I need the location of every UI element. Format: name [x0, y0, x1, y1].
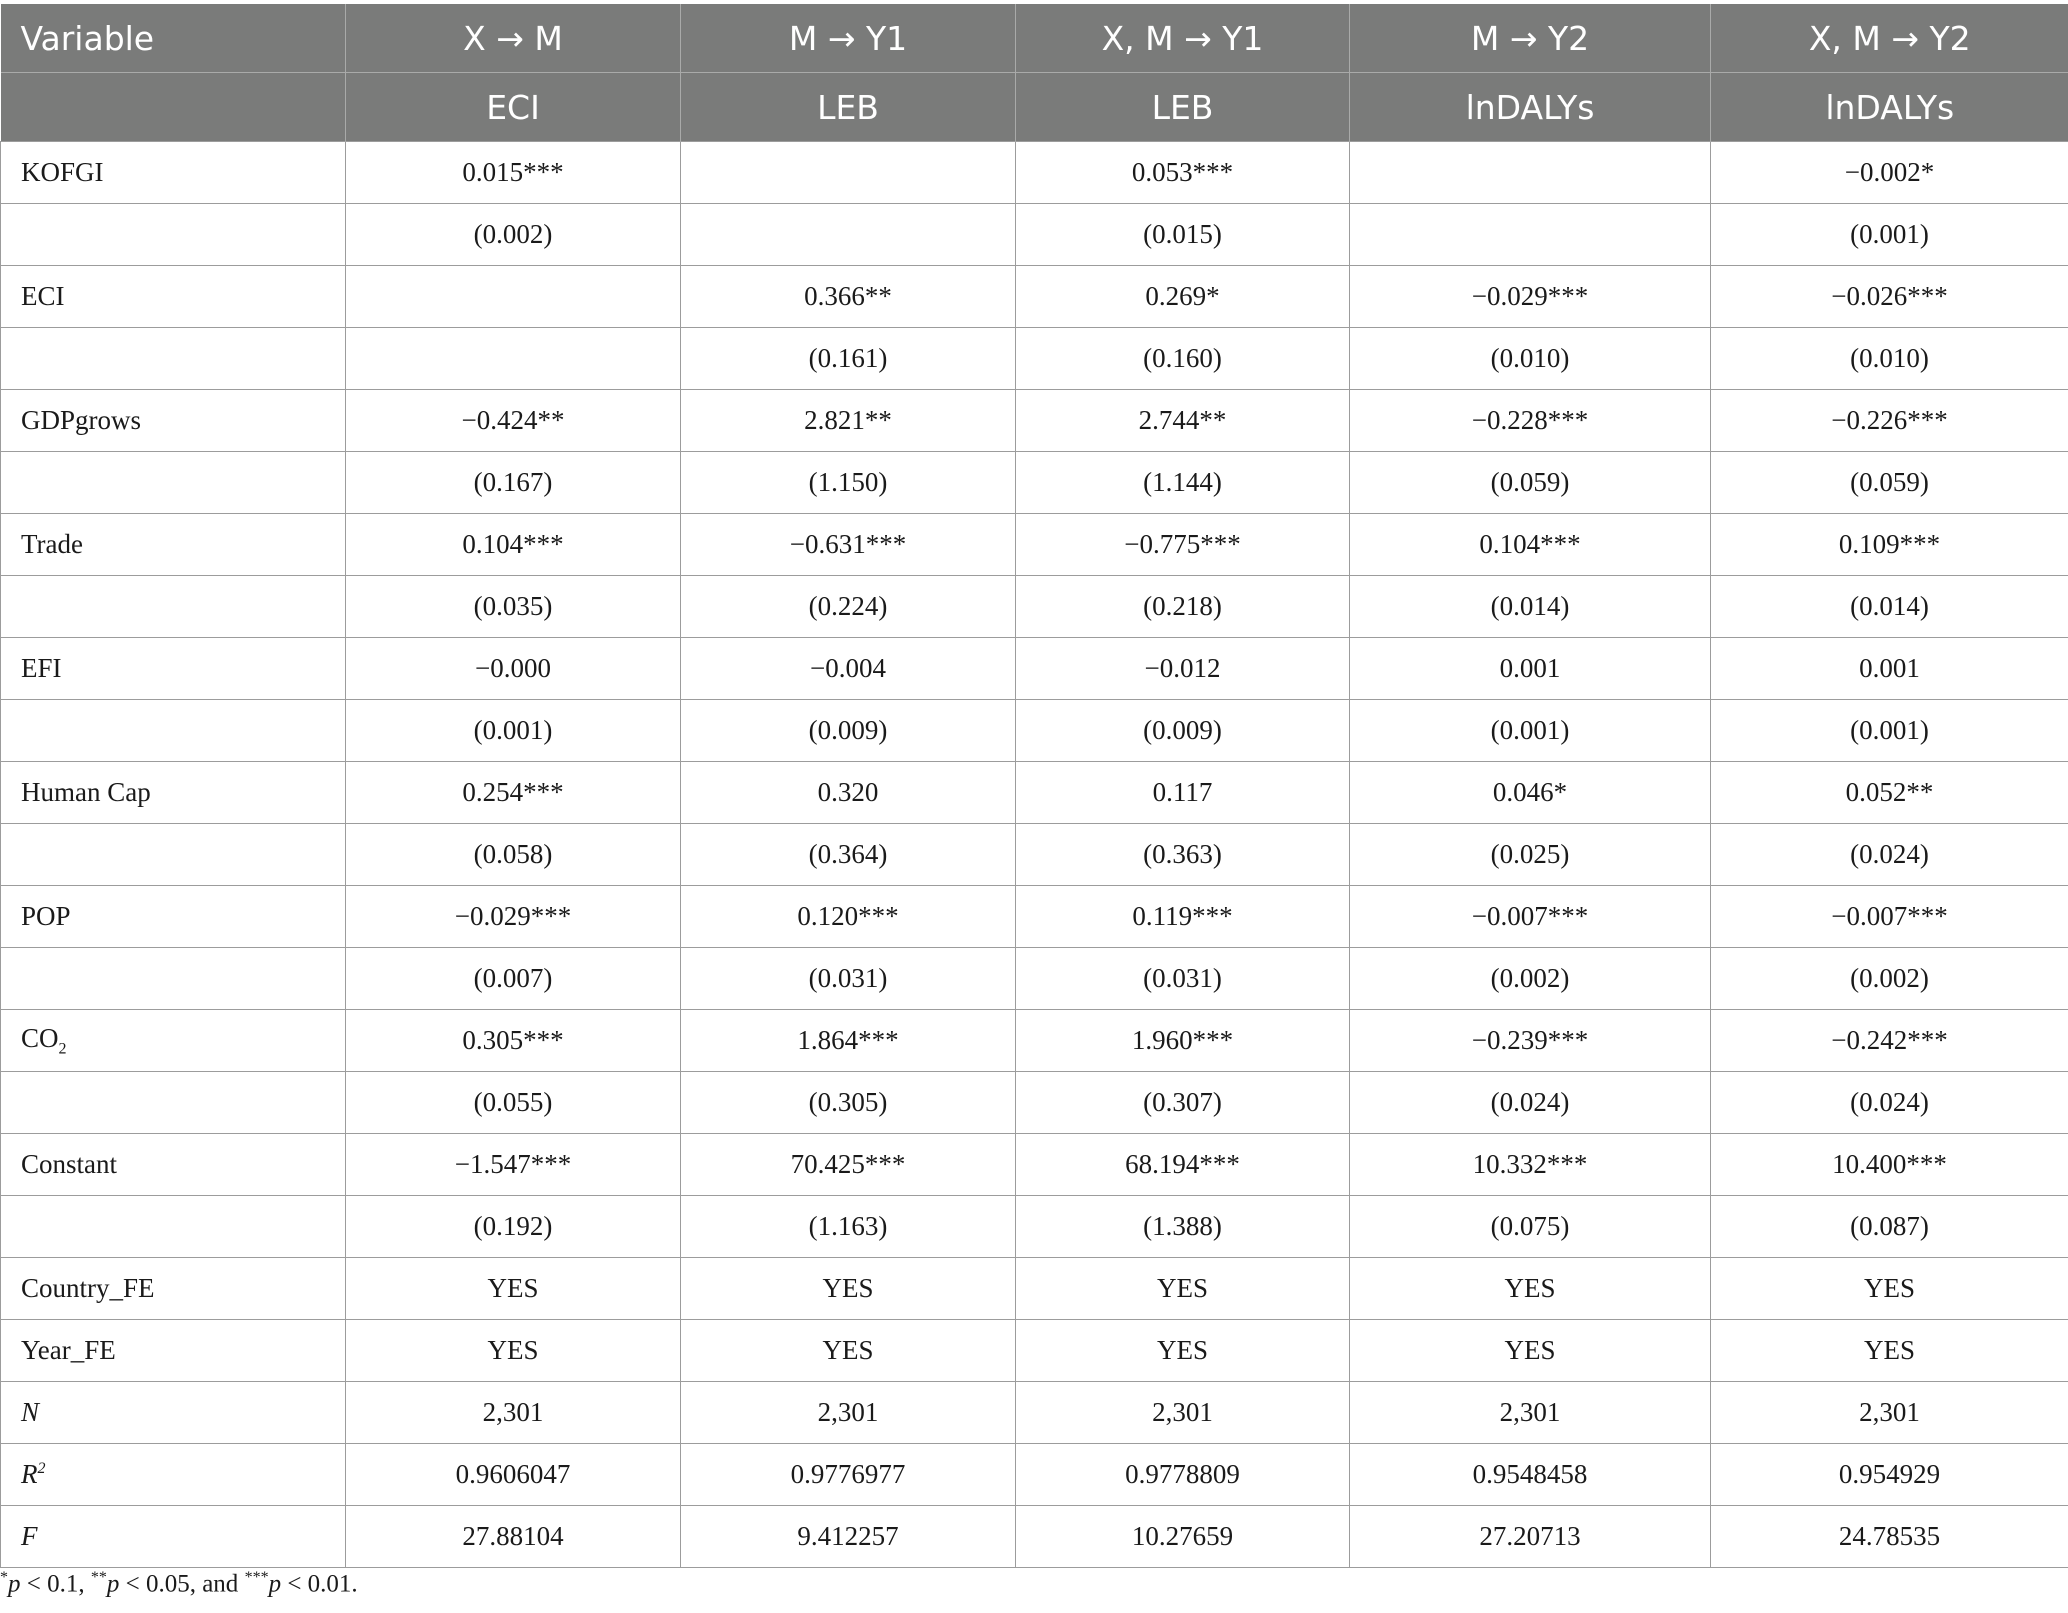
header-row-paths — [1, 4, 2068, 73]
table-cell: (1.388) — [1016, 1196, 1350, 1258]
row-label-text: Year_FE — [21, 1335, 116, 1365]
table-cell: 0.015*** — [346, 142, 681, 204]
row-label-subscript: 2 — [58, 1040, 67, 1058]
row-label-text: N — [21, 1397, 40, 1427]
table-cell: 0.366** — [681, 266, 1016, 328]
table-cell: YES — [1711, 1258, 2068, 1320]
table-cell: 0.120*** — [681, 886, 1016, 948]
table-cell: −0.004 — [681, 638, 1016, 700]
table-cell: (0.025) — [1350, 824, 1711, 886]
table-cell: (0.087) — [1711, 1196, 2068, 1258]
table-cell: −0.424** — [346, 390, 681, 452]
row-label-text: Human Cap — [21, 777, 151, 807]
row-label — [1, 1506, 346, 1568]
footnote-part: p — [268, 1570, 282, 1598]
table-cell: (0.363) — [1016, 824, 1350, 886]
table-cell: (0.001) — [1350, 700, 1711, 762]
row-label — [1, 1134, 346, 1196]
table-cell: (0.055) — [346, 1072, 681, 1134]
table-row — [1, 948, 2068, 1010]
table-row — [1, 1196, 2068, 1258]
table-cell: (0.035) — [346, 576, 681, 638]
table-cell: 0.109*** — [1711, 514, 2068, 576]
table-cell: (0.160) — [1016, 328, 1350, 390]
table-cell: 24.78535 — [1711, 1506, 2068, 1568]
table-cell — [681, 204, 1016, 266]
row-label — [1, 266, 346, 328]
header-variable: Variable — [1, 4, 346, 73]
table-cell: YES — [1711, 1320, 2068, 1382]
header-path: M → Y2 — [1350, 4, 1711, 73]
table-cell — [1350, 142, 1711, 204]
table-cell — [681, 142, 1016, 204]
table-row — [1, 514, 2068, 576]
table-cell: 10.400*** — [1711, 1134, 2068, 1196]
table-cell: (0.058) — [346, 824, 681, 886]
footnote-part: < 0.01. — [281, 1570, 358, 1598]
row-label-text: Constant — [21, 1149, 118, 1179]
table-cell: (0.059) — [1350, 452, 1711, 514]
table-cell: (0.307) — [1016, 1072, 1350, 1134]
table-cell: −0.226*** — [1711, 390, 2068, 452]
table-cell: 0.119*** — [1016, 886, 1350, 948]
table-cell: YES — [681, 1258, 1016, 1320]
table-cell: 1.960*** — [1016, 1010, 1350, 1072]
row-label — [1, 328, 346, 390]
row-label — [1, 576, 346, 638]
footnote-part: p — [8, 1570, 21, 1598]
table-cell: 0.254*** — [346, 762, 681, 824]
table-row — [1, 1010, 2068, 1072]
row-label — [1, 514, 346, 576]
table-cell: (0.075) — [1350, 1196, 1711, 1258]
row-label-text: ECI — [21, 281, 65, 311]
header-path: X, M → Y2 — [1711, 4, 2068, 73]
table-cell: 0.305*** — [346, 1010, 681, 1072]
row-label — [1, 390, 346, 452]
header-outcome: LEB — [681, 73, 1016, 142]
table-cell: −0.631*** — [681, 514, 1016, 576]
row-label-text: R — [21, 1459, 38, 1489]
table-row — [1, 824, 2068, 886]
row-label — [1, 1072, 346, 1134]
table-cell: (0.002) — [346, 204, 681, 266]
row-label — [1, 452, 346, 514]
table-row — [1, 1258, 2068, 1320]
table-row — [1, 328, 2068, 390]
table-cell: (0.024) — [1711, 1072, 2068, 1134]
footnote-part: * — [0, 1569, 8, 1586]
table-cell: 0.104*** — [1350, 514, 1711, 576]
table-cell: (0.015) — [1016, 204, 1350, 266]
row-label — [1, 638, 346, 700]
row-label-text: Country_FE — [21, 1273, 155, 1303]
table-cell — [346, 266, 681, 328]
table-row — [1, 1320, 2068, 1382]
table-cell: YES — [346, 1320, 681, 1382]
table-cell: 0.052** — [1711, 762, 2068, 824]
row-label — [1, 886, 346, 948]
table-cell: 2,301 — [1711, 1382, 2068, 1444]
table-cell: 0.9548458 — [1350, 1444, 1711, 1506]
table-row — [1, 266, 2068, 328]
header-outcome: ECI — [346, 73, 681, 142]
table-header — [1, 4, 2068, 142]
header-path: M → Y1 — [681, 4, 1016, 73]
table-cell: 0.9776977 — [681, 1444, 1016, 1506]
table-cell: (0.167) — [346, 452, 681, 514]
footnote-part: *** — [244, 1569, 269, 1586]
header-row-outcomes — [1, 73, 2068, 142]
row-label-superscript: 2 — [37, 1460, 46, 1477]
row-label — [1, 1444, 346, 1506]
table-cell — [346, 328, 681, 390]
row-label — [1, 1258, 346, 1320]
row-label — [1, 1010, 346, 1072]
table-cell: 9.412257 — [681, 1506, 1016, 1568]
table-cell: 0.104*** — [346, 514, 681, 576]
row-label — [1, 1382, 346, 1444]
row-label-text: KOFGI — [21, 157, 104, 187]
table-cell: (0.009) — [681, 700, 1016, 762]
header-outcome: LEB — [1016, 73, 1350, 142]
table-body — [1, 142, 2068, 1568]
table-cell: (0.024) — [1350, 1072, 1711, 1134]
row-label — [1, 824, 346, 886]
row-label-text: POP — [21, 901, 71, 931]
table-cell: 0.053*** — [1016, 142, 1350, 204]
table-row — [1, 1382, 2068, 1444]
header-path: X → M — [346, 4, 681, 73]
table-cell: 70.425*** — [681, 1134, 1016, 1196]
table-cell: (0.031) — [1016, 948, 1350, 1010]
table-row — [1, 1072, 2068, 1134]
footnote-part: ** — [90, 1569, 107, 1586]
table-cell: −0.029*** — [1350, 266, 1711, 328]
table-cell: (0.014) — [1711, 576, 2068, 638]
table-cell: −0.228*** — [1350, 390, 1711, 452]
table-cell: −0.000 — [346, 638, 681, 700]
table-cell: 0.320 — [681, 762, 1016, 824]
table-cell: 2.821** — [681, 390, 1016, 452]
table-cell: (0.218) — [1016, 576, 1350, 638]
row-label — [1, 1196, 346, 1258]
header-empty — [1, 73, 346, 142]
table-row — [1, 576, 2068, 638]
table-cell: 0.269* — [1016, 266, 1350, 328]
table-cell: 10.27659 — [1016, 1506, 1350, 1568]
table-row — [1, 452, 2068, 514]
table-cell: 27.20713 — [1350, 1506, 1711, 1568]
table-cell: (0.031) — [681, 948, 1016, 1010]
header-path: X, M → Y1 — [1016, 4, 1350, 73]
table-cell: (1.163) — [681, 1196, 1016, 1258]
table-cell: −0.029*** — [346, 886, 681, 948]
table-cell: 2,301 — [1016, 1382, 1350, 1444]
row-label-text: GDPgrows — [21, 405, 142, 435]
footnote-part: < 0.05, and — [119, 1570, 245, 1598]
table-cell: (0.001) — [346, 700, 681, 762]
row-label-text: F — [21, 1521, 38, 1551]
table-cell: YES — [1016, 1258, 1350, 1320]
table-cell: −0.012 — [1016, 638, 1350, 700]
table-cell: 1.864*** — [681, 1010, 1016, 1072]
row-label — [1, 142, 346, 204]
row-label-text: CO — [21, 1022, 59, 1053]
table-cell: 0.001 — [1350, 638, 1711, 700]
regression-results-table — [0, 4, 2068, 1568]
table-cell: YES — [681, 1320, 1016, 1382]
row-label — [1, 204, 346, 266]
table-cell: (0.161) — [681, 328, 1016, 390]
table-cell: 2,301 — [681, 1382, 1016, 1444]
table-row — [1, 700, 2068, 762]
table-cell: 68.194*** — [1016, 1134, 1350, 1196]
table-row — [1, 390, 2068, 452]
table-cell: (0.024) — [1711, 824, 2068, 886]
table-cell: YES — [1016, 1320, 1350, 1382]
table-cell: −0.002* — [1711, 142, 2068, 204]
row-label-text: Trade — [21, 529, 84, 559]
table-cell: YES — [1350, 1258, 1711, 1320]
table-row — [1, 638, 2068, 700]
table-cell: YES — [1350, 1320, 1711, 1382]
table-cell: −1.547*** — [346, 1134, 681, 1196]
table-cell: (0.192) — [346, 1196, 681, 1258]
table-row — [1, 762, 2068, 824]
table-cell: (0.059) — [1711, 452, 2068, 514]
table-cell: −0.242*** — [1711, 1010, 2068, 1072]
table-cell: 2,301 — [1350, 1382, 1711, 1444]
table-row — [1, 1444, 2068, 1506]
table-cell: (0.010) — [1711, 328, 2068, 390]
table-cell: (0.305) — [681, 1072, 1016, 1134]
table-cell: (0.009) — [1016, 700, 1350, 762]
table-row — [1, 1506, 2068, 1568]
table-cell: 0.117 — [1016, 762, 1350, 824]
table-cell: (0.001) — [1711, 204, 2068, 266]
table-cell: 10.332*** — [1350, 1134, 1711, 1196]
table-cell: 2.744** — [1016, 390, 1350, 452]
table-cell: 0.954929 — [1711, 1444, 2068, 1506]
row-label-text: EFI — [21, 653, 62, 683]
table-cell: 27.88104 — [346, 1506, 681, 1568]
table-cell: (0.014) — [1350, 576, 1711, 638]
row-label — [1, 948, 346, 1010]
table-row — [1, 886, 2068, 948]
table-cell: 0.9606047 — [346, 1444, 681, 1506]
table-row — [1, 142, 2068, 204]
table-cell: (0.001) — [1711, 700, 2068, 762]
table-cell: −0.775*** — [1016, 514, 1350, 576]
header-outcome: lnDALYs — [1711, 73, 2068, 142]
table-cell: (1.150) — [681, 452, 1016, 514]
table-cell: 2,301 — [346, 1382, 681, 1444]
table-cell: (0.007) — [346, 948, 681, 1010]
row-label — [1, 700, 346, 762]
table-cell: 0.9778809 — [1016, 1444, 1350, 1506]
regression-table-container — [0, 4, 2068, 1568]
table-cell: YES — [346, 1258, 681, 1320]
significance-footnote — [0, 1569, 358, 1598]
table-cell: −0.007*** — [1350, 886, 1711, 948]
table-cell: −0.026*** — [1711, 266, 2068, 328]
table-cell: (0.002) — [1350, 948, 1711, 1010]
footnote-part: < 0.1, — [20, 1570, 91, 1598]
table-cell: 0.046* — [1350, 762, 1711, 824]
table-row — [1, 1134, 2068, 1196]
table-cell: 0.001 — [1711, 638, 2068, 700]
footnote-part: p — [106, 1570, 120, 1598]
header-outcome: lnDALYs — [1350, 73, 1711, 142]
table-cell: (0.002) — [1711, 948, 2068, 1010]
table-cell: (0.364) — [681, 824, 1016, 886]
table-cell: −0.239*** — [1350, 1010, 1711, 1072]
row-label — [1, 1320, 346, 1382]
row-label — [1, 762, 346, 824]
table-row — [1, 204, 2068, 266]
table-cell: (0.010) — [1350, 328, 1711, 390]
table-cell: −0.007*** — [1711, 886, 2068, 948]
table-cell — [1350, 204, 1711, 266]
table-cell: (1.144) — [1016, 452, 1350, 514]
table-cell: (0.224) — [681, 576, 1016, 638]
